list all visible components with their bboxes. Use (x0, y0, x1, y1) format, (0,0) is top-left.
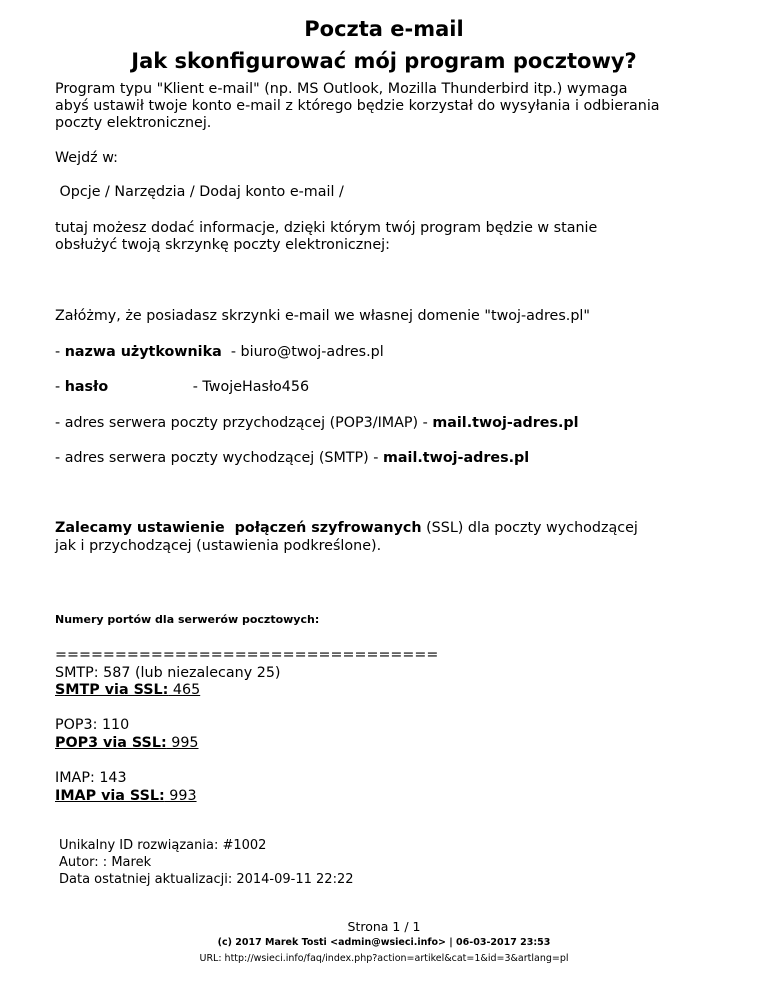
imap-ssl-label: IMAP via SSL: (55, 788, 165, 804)
incoming-server-value: mail.twoj-adres.pl (432, 415, 579, 431)
step-desc-line-1: tutaj możesz dodać informacje, dzięki którym twój program będzie w stanie (55, 220, 598, 236)
intro-line-2: abyś ustawił twoje konto e-mail z którego będzie korzystał do wysyłania i odbierania (55, 98, 660, 114)
source-url: URL: http://wsieci.info/faq/index.php?action=artikel&cat=1&id=3&artlang=pl (199, 953, 569, 964)
imap-ssl-row (55, 787, 197, 805)
username-prefix: - (55, 344, 65, 360)
imap-port: IMAP: 143 (55, 770, 127, 786)
intro-line-1: Program typu "Klient e-mail" (np. MS Outlook, Mozilla Thunderbird itp.) wymaga (55, 81, 628, 97)
smtp-ssl-label: SMTP via SSL: (55, 682, 169, 698)
username-row (55, 343, 384, 361)
incoming-server-text: - adres serwera poczty przychodzącej (POP3/IMAP) - (55, 415, 433, 431)
recommendation-line-1 (55, 519, 638, 537)
assumption-text: Załóżmy, że posiadasz skrzynki e-mail we własnej domenie "twoj-adres.pl" (55, 308, 590, 324)
document-question: Jak skonfigurować mój program pocztowy? (131, 49, 637, 73)
password-label: hasło (64, 379, 109, 395)
password-value: - TwojeHasło456 (192, 379, 310, 395)
enter-label: Wejdź w: (55, 150, 118, 166)
last-updated: Data ostatniej aktualizacji: 2014-09-11 22:22 (59, 872, 354, 887)
ports-separator: ================================ (55, 647, 439, 663)
outgoing-server-row (55, 449, 529, 467)
smtp-ssl-row (55, 681, 200, 699)
copyright: (c) 2017 Marek Tosti <admin@wsieci.info> | 06-03-2017 23:53 (217, 937, 551, 948)
author: Autor: : Marek (59, 855, 152, 870)
step-desc-line-2: obsłużyć twoją skrzynkę poczty elektronicznej: (55, 237, 390, 253)
password-row (55, 378, 309, 396)
imap-ssl-value: 993 (164, 788, 197, 804)
solution-id: Unikalny ID rozwiązania: #1002 (59, 838, 267, 853)
pop3-ssl-value: 995 (166, 735, 199, 751)
pop3-port: POP3: 110 (55, 717, 130, 733)
intro-line-3: poczty elektronicznej. (55, 115, 212, 131)
incoming-server-row (55, 414, 579, 432)
recommendation-line-2: jak i przychodzącej (ustawienia podkreślone). (55, 538, 382, 554)
page-number: Strona 1 / 1 (347, 919, 421, 934)
outgoing-server-value: mail.twoj-adres.pl (383, 450, 530, 466)
menu-path: Opcje / Narzędzia / Dodaj konto e-mail / (55, 184, 344, 200)
username-label: nazwa użytkownika (64, 344, 222, 360)
outgoing-server-text: - adres serwera poczty wychodzącej (SMTP) - (55, 450, 383, 466)
document-title: Poczta e-mail (304, 17, 464, 41)
smtp-ssl-value: 465 (168, 682, 201, 698)
username-value: - biuro@twoj-adres.pl (221, 344, 384, 360)
smtp-port: SMTP: 587 (lub niezalecany 25) (55, 665, 281, 681)
ports-heading: Numery portów dla serwerów pocztowych: (55, 613, 320, 626)
pop3-ssl-row (55, 734, 199, 752)
recommendation-rest: (SSL) dla poczty wychodzącej (421, 520, 638, 536)
pop3-ssl-label: POP3 via SSL: (55, 735, 167, 751)
password-prefix: - (55, 379, 65, 395)
recommendation-bold: Zalecamy ustawienie połączeń szyfrowanych (55, 520, 422, 536)
